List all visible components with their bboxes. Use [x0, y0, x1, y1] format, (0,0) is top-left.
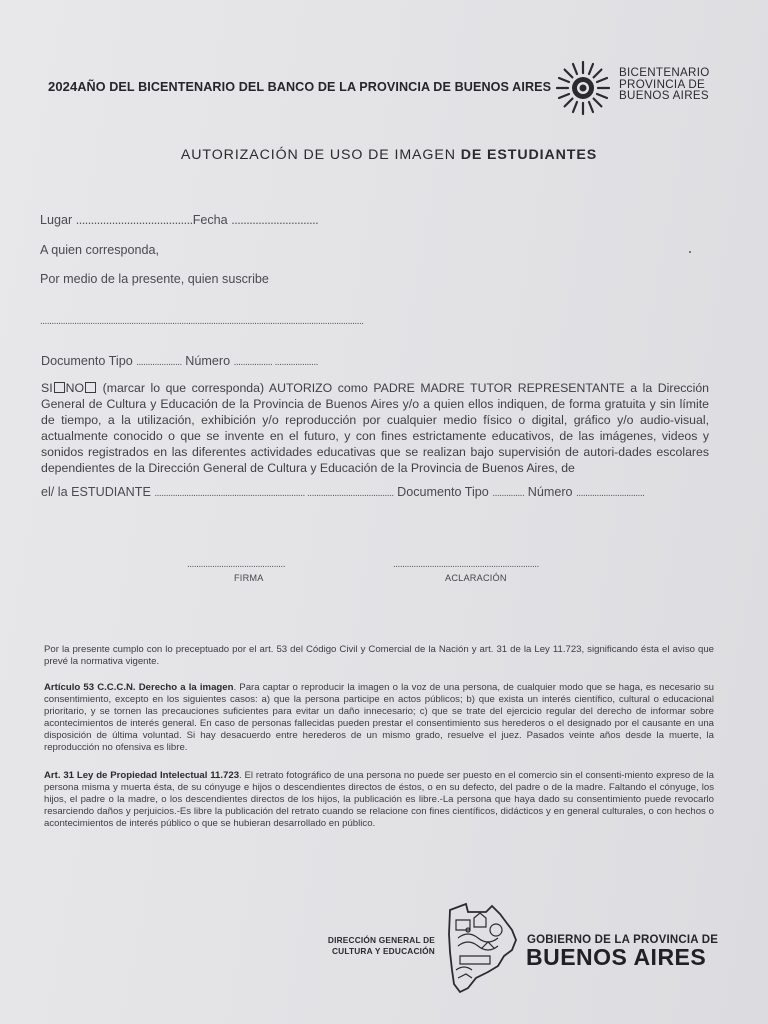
numero-field[interactable]: ................. ................... [233, 357, 318, 368]
art31-title: Art. 31 Ley de Propiedad Intelectual 11.723 [44, 770, 240, 781]
lugar-field[interactable]: ....................................... [75, 213, 193, 227]
estudiante-line [41, 485, 644, 499]
estudiante-field[interactable]: .................................................................. ...................................... [154, 488, 394, 499]
no-checkbox[interactable] [85, 382, 96, 393]
firma-field[interactable]: ........................................... [187, 559, 285, 570]
paper-speck [689, 251, 691, 253]
intro-line: Por medio de la presente, quien suscribe [40, 272, 269, 286]
header-year: 2024 [48, 79, 78, 94]
numero-label: Número [185, 354, 231, 368]
legal-art53 [44, 682, 714, 753]
legal-art31 [44, 770, 714, 830]
art53-text: . Para captar o reproducir la imagen o la voz de una persona, de cualquier modo que se haga, es necesario su consentimiento, excepto en los siguientes casos: a) que la persona participe en actos públicos; b) que exista un interés científico, cultural o educacional prioritario, y se tornen las precauciones suficientes para evitar un daño innecesario; c) que se trate del ejercicio regular del derecho de informar sobre acontecimientos de interés general. En caso de personas fallecidas pueden prestar el consentimiento sus herederos o el designado por el causante en una disposición de última voluntad. Si hay desacuerdo entre herederos de un mismo grado, resuelve el juez. Pasados veinte años desde la muerte, la reproducción no ofensiva es libre. [44, 682, 714, 753]
documento-tipo-label: Documento Tipo [41, 354, 133, 368]
documento-tipo-label-2: Documento Tipo [397, 485, 489, 499]
numero-label-2: Número [527, 485, 573, 499]
greeting: A quien corresponda, [40, 243, 160, 257]
si-label: SI [41, 381, 53, 395]
estudiante-label: el/ la ESTUDIANTE [41, 485, 151, 499]
lugar-label: Lugar [40, 213, 73, 227]
header-year-line [48, 79, 551, 94]
aclaracion-label: ACLARACIÓN [445, 573, 507, 583]
footer-gobierno-line2: BUENOS AIRES [526, 944, 707, 970]
bicentenario-logo-text: BICENTENARIO PROVINCIA DE BUENOS AIRES [619, 66, 710, 102]
footer-direccion: DIRECCIÓN GENERAL DE CULTURA Y EDUCACIÓN [327, 935, 435, 956]
legal-intro: Por la presente cumplo con lo preceptuado por el art. 53 del Código Civil y Comercial de la Nación y art. 31 de la Ley 11.723, significando ésta el aviso que prevé la normativa vigente. [44, 644, 714, 667]
no-label: NO [65, 381, 85, 395]
province-map-logo-icon [446, 900, 518, 994]
lugar-fecha-line [40, 213, 318, 227]
numero-field-2[interactable]: .............................. [576, 488, 645, 499]
footer-gobierno-line1: GOBIERNO DE LA PROVINCIA DE [527, 934, 719, 946]
name-field[interactable]: .............................................................................................................................................. [40, 316, 364, 327]
fecha-field[interactable]: ............................. [231, 213, 319, 227]
documento-line [41, 354, 318, 368]
header-text: AÑO DEL BICENTENARIO DEL BANCO DE LA PROVINCIA DE BUENOS AIRES [77, 80, 552, 94]
authorization-text: (marcar lo que corresponda) AUTORIZO como PADRE MADRE TUTOR REPRESENTANTE a la Dirección General de Cultura y Educación de la Provincia de Buenos Aires y/o a quien ellos indiquen, de forma gratuita y sin límite de tiempo, a la utilización, exhibición y/o reproducción por cualquier medio físico o digital, gráfico y/o audio-visual, actualmente conocido o que se invente en el futuro, y con fines estrictamente educativos, de las imágenes, videos y sonidos registrados en las diferentes actividades educativas que se realizan bajo supervisión de autori-dades escolares dependientes de la Dirección General de Cultura y Educación de la Provincia de Buenos Aires, de [41, 381, 709, 475]
page-title: AUTORIZACIÓN DE USO DE IMAGEN DE ESTUDIANTES [180, 147, 598, 163]
si-checkbox[interactable] [54, 382, 65, 393]
authorization-paragraph [41, 381, 709, 476]
fecha-label: Fecha [192, 213, 228, 227]
art53-title: Artículo 53 C.C.C.N. Derecho a la imagen [44, 682, 234, 693]
firma-label: FIRMA [234, 573, 264, 583]
bicentenario-logo-icon [555, 60, 611, 116]
aclaracion-field[interactable]: ................................................................ [393, 559, 539, 570]
documento-tipo-field[interactable]: .................... [136, 357, 182, 368]
art31-text: . El retrato fotográfico de una persona no puede ser puesto en el comercio sin el consenti-miento expreso de la persona misma y muerta ésta, de su cónyuge e hijos o descendientes directos de éstos, o en su defecto, del padre o de la madre. Faltando el cónyuge, los hijos, el padre o la madre, o los descendientes directos de los hijos, la publicación es libre.-La persona que haya dado su consentimiento puede revocarlo resarciendo daños y perjuicios.-Es libre la publicación del retrato cuando se relacione con fines científicos, didácticos y en general culturales, o con hechos o acontecimientos de interés público o que se hubieran desarrollado en público. [44, 770, 714, 829]
documento-tipo-field-2[interactable]: .............. [492, 488, 525, 499]
